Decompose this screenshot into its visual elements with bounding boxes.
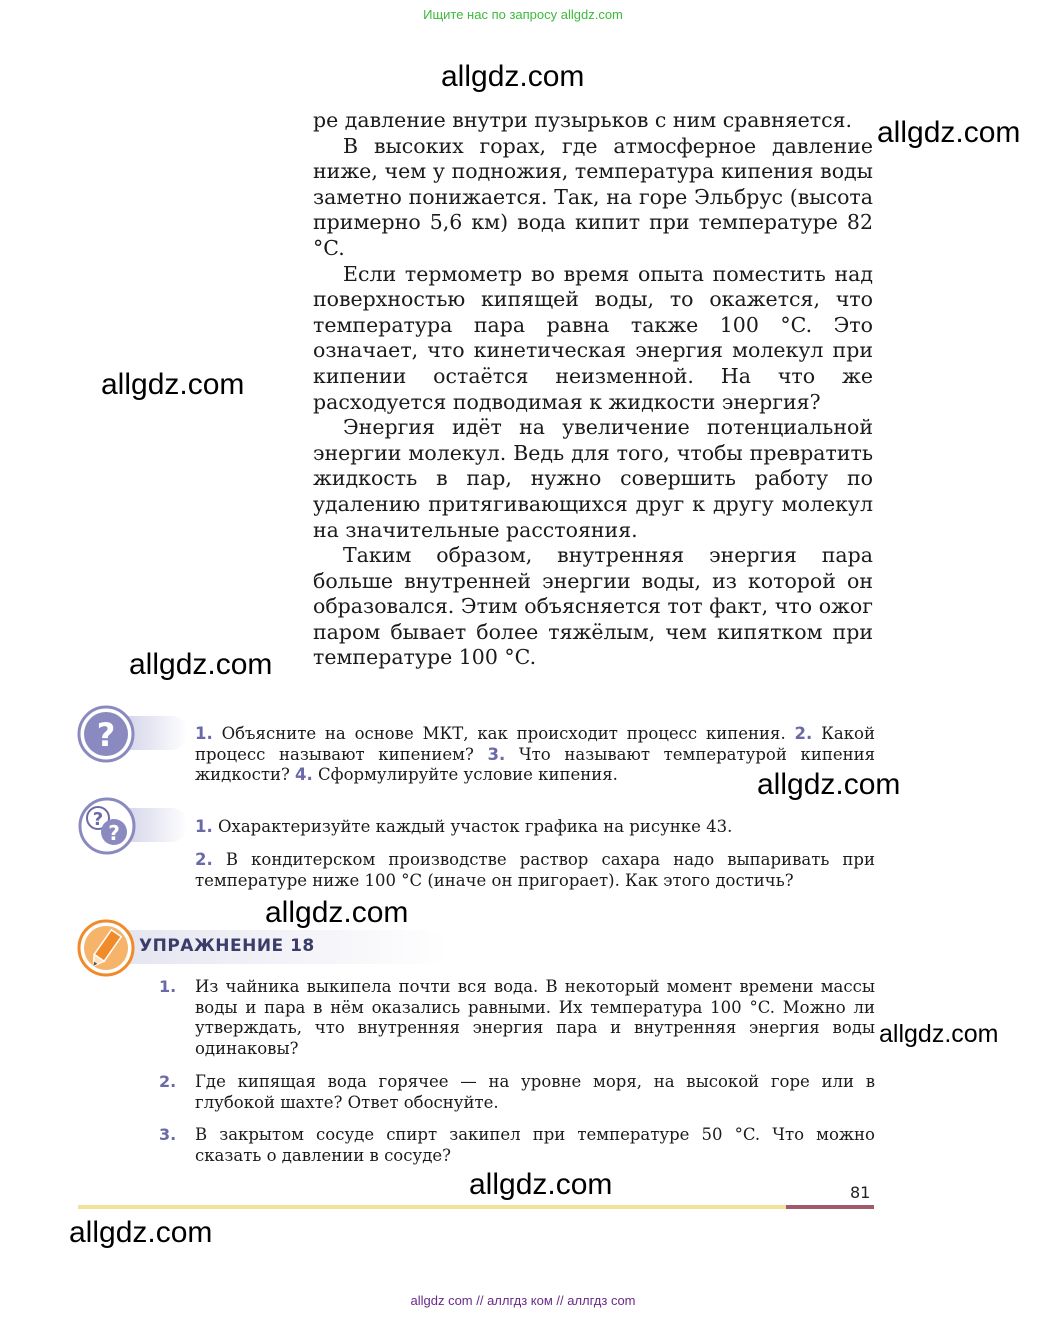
discussion-text: Охарактеризуйте каждый участок графика на рисунке 43. bbox=[212, 817, 733, 836]
paragraph: Если термометр во время опыта поместить над поверхностью кипящей воды, то окажется, что температура пара равна также 100 °C. Это означает, что кинетическая энергия молекул при кипении остаётся неизменной. На что же расходуется подводимая к жидкости энергия? bbox=[313, 261, 873, 414]
exercise-number: 1. bbox=[159, 977, 177, 996]
paragraph: В высоких горах, где атмосферное давление ниже, чем у подножия, температура кипения воды заметно понижается. Так, на горе Эльбрус (высота примерно 5,6 км) вода кипит при температуре 82 °C. bbox=[313, 133, 873, 260]
watermark: allgdz.com bbox=[469, 1168, 613, 1201]
question-text: Объясните на основе МКТ, как происходит процесс кипения. bbox=[212, 724, 795, 743]
svg-text:?: ? bbox=[96, 716, 116, 754]
question-icon bbox=[76, 704, 136, 768]
exercise-item: Где кипящая вода горячее — на уровне моря, на высокой горе или в глубокой шахте? Ответ обоснуйте. bbox=[195, 1072, 875, 1112]
discussion-number: 2. bbox=[195, 850, 213, 869]
main-text bbox=[313, 108, 873, 671]
watermark: allgdz.com bbox=[757, 768, 901, 801]
svg-text:?: ? bbox=[108, 821, 120, 845]
watermark: allgdz.com bbox=[265, 896, 409, 929]
questions bbox=[195, 724, 875, 786]
paragraph: Энергия идёт на увеличение потенциальной энергии молекул. Ведь для того, чтобы превратить жидкость в пар, нужно совершить работу по удалению притягивающихся друг к другу молекул на значительные расстояния. bbox=[313, 415, 873, 542]
paragraph: ре давление внутри пузырьков с ним сравняется. bbox=[313, 108, 853, 132]
question-number: 2. bbox=[794, 724, 813, 743]
footer-rule-accent bbox=[786, 1205, 874, 1209]
watermark: allgdz.com bbox=[129, 648, 273, 681]
exercise-number: 3. bbox=[159, 1125, 177, 1144]
footer-rule bbox=[78, 1205, 786, 1209]
svg-text:?: ? bbox=[92, 809, 104, 830]
bottom-banner[interactable]: allgdz com // аллгдз ком // аллгдз com bbox=[410, 1293, 636, 1308]
exercise-item: Из чайника выкипела почти вся вода. В некоторый момент времени массы воды и пара в нём оказались равными. Их температура 100 °C. Можно ли утверждать, что внутренняя энергия пара и внутренняя энергия воды одинаковы? bbox=[195, 977, 875, 1058]
exercise-number: 2. bbox=[159, 1072, 177, 1091]
question-number: 1. bbox=[195, 724, 213, 743]
watermark: allgdz.com bbox=[879, 1020, 999, 1048]
watermark: allgdz.com bbox=[877, 116, 1021, 149]
watermark: allgdz.com bbox=[69, 1216, 213, 1249]
double-question-icon bbox=[76, 796, 138, 860]
question-number: 3. bbox=[487, 744, 506, 764]
discussion-item bbox=[195, 850, 875, 891]
exercise-item: В закрытом сосуде спирт закипел при температуре 50 °C. Что можно сказать о давлении в сосуде? bbox=[195, 1125, 875, 1165]
pencil-icon bbox=[76, 918, 136, 982]
paragraph: Таким образом, внутренняя энергия пара больше внутренней энергии воды, из которой он образовался. Этим объясняется тот факт, что ожог паром бывает более тяжёлым, чем кипятком при температуре 100 °C. bbox=[313, 543, 873, 670]
question-number: 4. bbox=[295, 765, 313, 784]
top-banner[interactable]: Ищите нас по запросу allgdz.com bbox=[423, 7, 623, 22]
question-text: Сформулируйте условие кипения. bbox=[312, 765, 618, 784]
exercise-title: УПРАЖНЕНИЕ 18 bbox=[139, 936, 315, 956]
question-text: Какой процесс называют кипением? bbox=[195, 724, 875, 764]
watermark: allgdz.com bbox=[441, 60, 585, 93]
watermark: allgdz.com bbox=[101, 368, 245, 401]
discussion-number: 1. bbox=[195, 817, 213, 836]
question-text: Что называют температурой кипения жидкости? bbox=[195, 744, 875, 784]
discussion-item bbox=[195, 817, 875, 838]
page-number: 81 bbox=[850, 1183, 871, 1202]
discussion-text: В кондитерском производстве раствор сахара надо выпаривать при температуре ниже 100 °C (иначе он пригорает). Как этого достичь? bbox=[195, 850, 875, 890]
